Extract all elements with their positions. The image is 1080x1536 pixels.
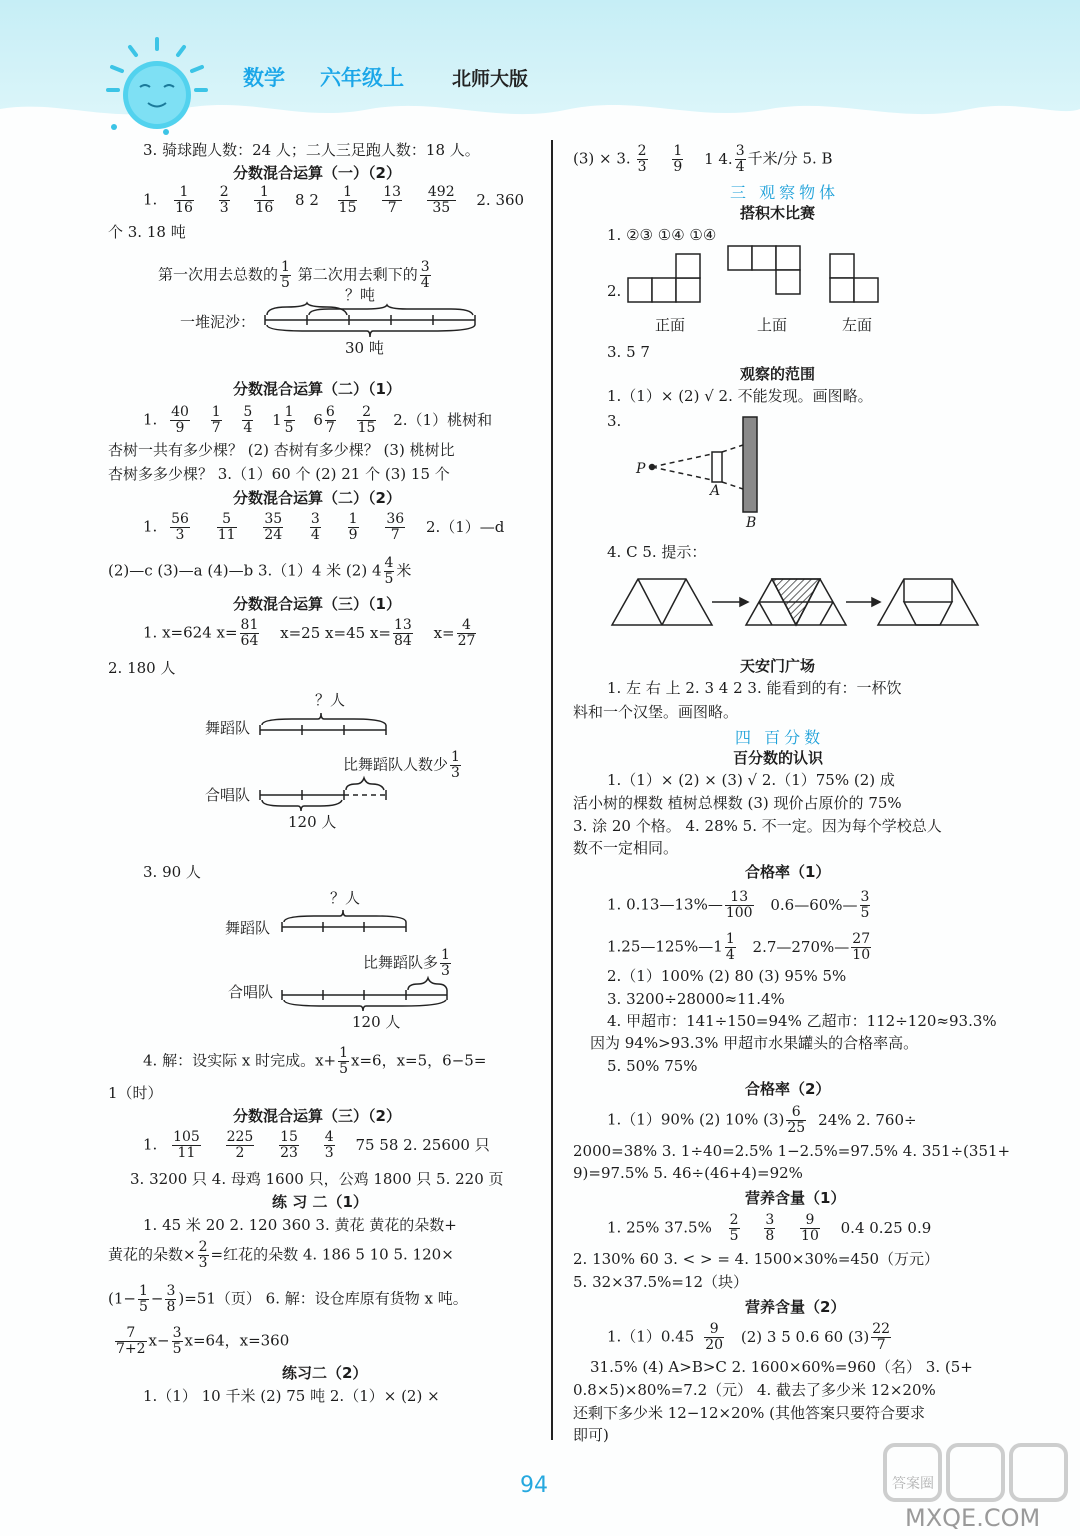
- answer-line: 1. ②③ ①④ ①④: [607, 226, 717, 244]
- diagram-total: 120 人: [352, 1013, 401, 1031]
- answer-line: 1. $\frac{1}{16}$ $\frac{2}{3}$ $\frac{1}{16}$ 8 2 $\frac{1}{15}$ $\frac{13}{7}$ $\frac{492}{35}$ 2. 360: [143, 184, 525, 216]
- section-heading: 分数混合运算（二）（1）: [233, 380, 401, 398]
- answer-line: 5. 32×37.5%=12（块）: [573, 1273, 749, 1291]
- answer-line: 即可): [573, 1426, 609, 1444]
- answer-line: 4. 甲超市：141÷150=94% 乙超市：112÷120≈93.3%: [607, 1012, 997, 1030]
- section-heading: 练 习 二（1）: [272, 1193, 368, 1211]
- answer-line: 5. 50% 75%: [607, 1057, 698, 1075]
- section-heading: 分数混合运算（二）（2）: [233, 489, 401, 507]
- answer-line: 3. 涂 20 个格。 4. 28% 5. 不一定。因为每个学校总人: [573, 817, 942, 835]
- diagram-question: ？吨: [345, 286, 376, 304]
- answer-line: 31.5% (4) A>B>C 2. 1600×60%=960（名） 3. (5+: [590, 1358, 973, 1376]
- section-heading: 百分数的认识: [733, 749, 824, 767]
- answer-line: 1.（1）0.45 $\frac{9}{20}$ (2) 3 5 0.6 60 (3) $\frac{22}{7}$: [607, 1321, 891, 1353]
- point-p-label: P: [636, 461, 646, 477]
- answer-line: 3. 骑球跑人数：24 人；二人三足跑人数：18 人。: [143, 141, 480, 159]
- chapter-heading: 三 观察物体: [730, 183, 840, 202]
- sun-icon: [100, 35, 215, 135]
- column-divider: [551, 140, 553, 1440]
- chapter-heading: 四 百分数: [735, 728, 825, 747]
- section-heading: 营养含量（2）: [745, 1298, 846, 1316]
- answer-line: (2)—c (3)—a (4)—b 3.（1）4 米 (2) 4 $\frac{4}{5}$ 米: [108, 555, 412, 587]
- answer-line: 1.（1）90% (2) 10% (3) $\frac{6}{25}$ 24% 2. 760÷: [607, 1104, 917, 1136]
- answer-line: 1. x=624 x= $\frac{81}{64}$ x=25 x=45 x= $\frac{13}{84}$ x= $\frac{4}{27}$: [143, 617, 476, 649]
- block-views-figure: [625, 245, 885, 305]
- diagram-caption: 第一次用去总数的 $\frac{1}{5}$ 第二次用去剩下的 $\frac{3}{4}$: [158, 259, 430, 291]
- diagram-question: ？人: [315, 691, 346, 709]
- answer-line: 3. 90 人: [143, 863, 201, 881]
- answer-line: (1− $\frac{1}{5}$ − $\frac{3}{8}$ )=51（页） 6. 解：设仓库原有货物 x 吨。: [108, 1283, 468, 1315]
- point-a-label: A: [710, 483, 721, 499]
- section-heading: 分数混合运算（三）（2）: [233, 1107, 401, 1125]
- view-label-front: 正面: [655, 316, 686, 334]
- answer-line: (3) × 3. $\frac{2}{3}$ $\frac{1}{9}$ 1 4. $\frac{3}{4}$ 千米/分 5. B: [573, 143, 833, 175]
- diagram-note: 比舞蹈队人数少 $\frac{1}{3}$: [343, 749, 460, 781]
- diagram-total: 30 吨: [345, 339, 384, 357]
- answer-line: 数不一定相同。: [573, 839, 679, 857]
- section-heading: 分数混合运算（三）（1）: [233, 595, 401, 613]
- answer-line: 杏树多多少棵？ 3.（1）60 个 (2) 21 个 (3) 15 个: [108, 465, 450, 483]
- edition-title: 北师大版: [452, 68, 529, 90]
- diagram-label: 合唱队: [228, 983, 274, 1001]
- answer-line: 3. 3200 只 4. 母鸡 1600 只，公鸡 1800 只 5. 220 页: [130, 1170, 504, 1188]
- answer-line: 0.8×5)×80%=7.2（元） 4. 截去了多少米 12×20%: [573, 1381, 936, 1399]
- answer-line: 料和一个汉堡。画图略。: [573, 703, 739, 721]
- answer-line: 1. 0.13—13%— $\frac{13}{100}$ 0.6—60%— $\frac{3}{5}$: [607, 889, 870, 921]
- answer-line: 因为 94%>93.3% 甲超市水果罐头的合格率高。: [590, 1034, 919, 1052]
- answer-line: 1. 左 右 上 2. 3 4 2 3. 能看到的有：一杯饮: [607, 679, 902, 697]
- answer-line: 个 3. 18 吨: [108, 223, 186, 241]
- answer-line: 2.: [607, 282, 622, 300]
- answer-line: $\frac{7}{7+2}$ x− $\frac{3}{5}$ x=64，x=360: [116, 1325, 290, 1357]
- answer-line: 3. 3200÷28000≈11.4%: [607, 990, 785, 1008]
- answer-line: 2. 180 人: [108, 659, 176, 677]
- line-segment-diagram: [282, 905, 452, 1015]
- page-number: 94: [520, 1473, 548, 1498]
- answer-line: 1.（1） 10 千米 (2) 75 吨 2.（1）× (2) ×: [143, 1387, 440, 1405]
- diagram-question: ？人: [330, 889, 361, 907]
- answer-line: 还剩下多少米 12−12×20% (其他答案只要符合要求: [573, 1404, 926, 1422]
- section-heading: 天安门广场: [740, 657, 816, 675]
- diagram-label: 一堆泥沙：: [180, 313, 256, 331]
- answer-line: 9)=97.5% 5. 46÷(46+4)=92%: [573, 1164, 803, 1182]
- answer-line: 1.（1）× (2) × (3) √ 2.（1）75% (2) 成: [607, 771, 895, 789]
- point-b-label: B: [746, 515, 757, 531]
- observation-range-figure: [630, 415, 770, 530]
- trapezoid-hint-figure: [610, 575, 980, 630]
- diagram-label: 合唱队: [205, 786, 251, 804]
- answer-line: 1.（1）× (2) √ 2. 不能发现。画图略。: [607, 387, 873, 405]
- answer-line: 2000=38% 3. 1÷40=2.5% 1−2.5%=97.5% 4. 351÷(351+: [573, 1142, 1011, 1160]
- view-label-top: 上面: [757, 316, 788, 334]
- answer-line: 1（时）: [108, 1084, 163, 1102]
- section-heading: 合格率（2）: [745, 1080, 831, 1098]
- section-heading: 练习二（2）: [282, 1364, 368, 1382]
- answer-line: 1. $\frac{40}{9}$ $\frac{1}{7}$ $\frac{5}{4}$ 1 $\frac{1}{5}$ 6 $\frac{6}{7}$ $\frac{2}{15}$ 2.（1）桃树和: [143, 404, 493, 436]
- answer-line: 4. C 5. 提示：: [607, 543, 707, 561]
- svg-text:答案圈: 答案圈: [892, 1476, 934, 1492]
- diagram-label: 舞蹈队: [225, 919, 271, 937]
- answer-line: 1. $\frac{56}{3}$ $\frac{5}{11}$ $\frac{35}{24}$ $\frac{3}{4}$ $\frac{1}{9}$ $\frac{36}{7}$ 2.（1）—d: [143, 511, 505, 543]
- watermark-url: MXQE.COM: [905, 1504, 1041, 1532]
- answer-line: 1.25—125%—1 $\frac{1}{4}$ 2.7—270%— $\frac{27}{10}$: [607, 931, 871, 963]
- line-segment-diagram: [265, 295, 480, 345]
- answer-line: 1. $\frac{105}{11}$ $\frac{225}{2}$ $\frac{15}{23}$ $\frac{4}{3}$ 75 58 2. 25600 只: [143, 1129, 490, 1161]
- page-header: [0, 0, 1080, 125]
- answer-line: 1. 45 米 20 2. 120 360 3. 黄花 黄花的朵数+: [143, 1216, 457, 1234]
- view-label-left: 左面: [842, 316, 873, 334]
- subject-title: 数学: [243, 66, 285, 90]
- line-segment-diagram: [260, 705, 395, 815]
- answer-line: 黄花的朵数× $\frac{2}{3}$ =红花的朵数 4. 186 5 10 5. 120×: [108, 1239, 454, 1271]
- answer-line: 杏树一共有多少棵？ (2) 杏树有多少棵？ (3) 桃树比: [108, 441, 455, 459]
- diagram-total: 120 人: [288, 813, 337, 831]
- section-heading: 营养含量（1）: [745, 1189, 846, 1207]
- answer-line: 2.（1）100% (2) 80 (3) 95% 5%: [607, 967, 847, 985]
- diagram-label: 舞蹈队: [205, 719, 251, 737]
- section-heading: 分数混合运算（一）（2）: [233, 164, 401, 182]
- answer-line: 3.: [607, 412, 622, 430]
- grade-title: 六年级上: [320, 66, 404, 90]
- diagram-note: 比舞蹈队多 $\frac{1}{3}$: [363, 947, 450, 979]
- answer-line: 1. 25% 37.5% $\frac{2}{5}$ $\frac{3}{8}$ $\frac{9}{10}$ 0.4 0.25 0.9: [607, 1212, 932, 1244]
- answer-line: 活小树的棵数 植树总棵数 (3) 现价占原价的 75%: [573, 794, 902, 812]
- section-heading: 合格率（1）: [745, 863, 831, 881]
- section-heading: 搭积木比赛: [740, 204, 816, 222]
- answer-line: 4. 解：设实际 x 时完成。x+ $\frac{1}{5}$ x=6，x=5，6−5=: [143, 1045, 487, 1077]
- answer-line: 2. 130% 60 3. < > = 4. 1500×30%=450（万元）: [573, 1250, 940, 1268]
- section-heading: 观察的范围: [740, 365, 816, 383]
- answer-line: 3. 5 7: [607, 343, 650, 361]
